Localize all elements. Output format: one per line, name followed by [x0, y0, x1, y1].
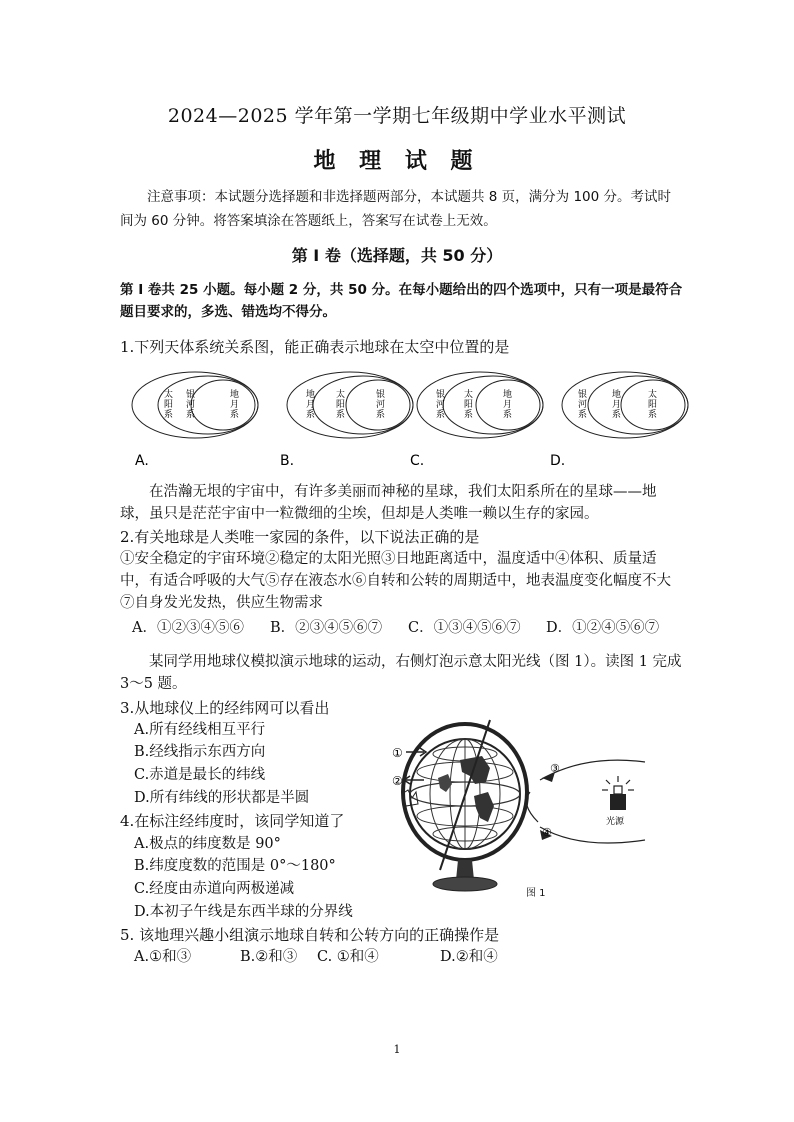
svg-text:河: 河 — [436, 400, 446, 410]
page-number: 1 — [393, 1043, 401, 1056]
svg-text:系: 系 — [648, 410, 658, 420]
question-4-stem: 4.在标注经纬度时，该同学知道了 — [120, 812, 345, 830]
svg-text:系: 系 — [306, 410, 316, 420]
svg-text:月: 月 — [230, 400, 240, 410]
passage-globe: 某同学用地球仪模拟演示地球的运动，右侧灯泡示意太阳光线（图 1）。读图 1 完成 3～5 题。 — [120, 654, 682, 692]
svg-text:系: 系 — [503, 410, 513, 420]
marker-1: ① — [392, 746, 403, 760]
q3-option-a[interactable]: A.所有经线相互平行 — [134, 722, 266, 738]
svg-text:银: 银 — [436, 390, 446, 400]
diagram-a-outer-label: 太 — [164, 390, 174, 400]
svg-text:系: 系 — [464, 410, 474, 420]
q2-option-a[interactable]: A．①②③④⑤⑥ — [132, 620, 244, 636]
light-source-label: 光源 — [606, 817, 625, 827]
marker-2: ② — [392, 774, 403, 788]
svg-text:系: 系 — [612, 410, 622, 420]
q4-option-d[interactable]: D.本初子午线是东西半球的分界线 — [134, 904, 353, 920]
light-source-icon — [602, 776, 634, 810]
svg-text:系: 系 — [436, 410, 446, 420]
question-1-diagrams — [120, 365, 700, 475]
svg-text:太: 太 — [464, 390, 474, 400]
q3-option-b[interactable]: B.经线指示东西方向 — [134, 744, 266, 760]
svg-text:阳: 阳 — [336, 400, 346, 410]
diagram-d — [550, 372, 688, 469]
passage-earth: 在浩瀚无垠的宇宙中，有许多美丽而神秘的星球，我们太阳系所在的星球——地球，虽只是茫茫宇宙中一粒微细的尘埃，但却是人类唯一赖以生存的家园。 — [120, 484, 657, 522]
section-title: 第 I 卷（选择题，共 50 分） — [291, 246, 503, 265]
svg-text:系: 系 — [376, 410, 386, 420]
svg-text:河: 河 — [186, 400, 196, 410]
globe-figure — [390, 712, 650, 902]
svg-text:月: 月 — [612, 400, 622, 410]
svg-text:太: 太 — [336, 390, 346, 400]
marker-4: ④ — [542, 826, 552, 839]
figure-1-caption: 图 1 — [526, 888, 546, 899]
exam-notice: 注意事项：本试题分选择题和非选择题两部分，本试题共 8 页，满分为 100 分。考试时间为 60 分钟。将答案填涂在答题纸上，答案写在试卷上无效。 — [120, 189, 672, 229]
diagram-a-middle-label: 银 — [186, 390, 196, 400]
q4-option-c[interactable]: C.经度由赤道向两极递减 — [134, 881, 295, 897]
svg-text:地: 地 — [503, 390, 513, 400]
question-5-stem: 5. 该地理兴趣小组演示地球自转和公转方向的正确操作是 — [120, 926, 500, 944]
question-1-stem: 1.下列天体系统关系图，能正确表示地球在太空中位置的是 — [120, 338, 510, 356]
svg-text:阳: 阳 — [648, 400, 658, 410]
q2-option-c[interactable]: C．①③④⑤⑥⑦ — [408, 620, 521, 636]
exam-title: 2024—2025 学年第一学期七年级期中学业水平测试 — [167, 105, 627, 127]
celestial-system-diagrams — [120, 365, 700, 475]
svg-text:系: 系 — [164, 410, 174, 420]
marker-3: ③ — [550, 762, 560, 775]
diagram-c — [410, 372, 543, 469]
q4-option-a[interactable]: A.极点的纬度数是 90° — [134, 836, 281, 852]
svg-text:系: 系 — [186, 410, 196, 420]
question-2-options — [132, 617, 692, 639]
svg-text:太: 太 — [648, 390, 658, 400]
svg-text:银: 银 — [376, 390, 386, 400]
diagram-a-inner-label: 地 — [230, 390, 240, 400]
svg-text:阳: 阳 — [164, 400, 174, 410]
option-d-letter: D. — [550, 453, 566, 469]
q5-option-d[interactable]: D.②和④ — [440, 949, 498, 965]
diagram-b — [280, 372, 413, 469]
option-b-letter: B. — [280, 453, 295, 469]
q3-option-d[interactable]: D.所有纬线的形状都是半圆 — [134, 790, 310, 806]
svg-text:河: 河 — [578, 400, 588, 410]
q4-option-b[interactable]: B.纬度度数的范围是 0°～180° — [134, 858, 336, 874]
svg-text:银: 银 — [578, 390, 588, 400]
option-c-letter: C. — [410, 453, 425, 469]
q2-option-b[interactable]: B．②③④⑤⑥⑦ — [270, 620, 383, 636]
svg-text:系: 系 — [230, 410, 240, 420]
question-3-stem: 3.从地球仪上的经纬网可以看出 — [120, 699, 330, 717]
svg-text:河: 河 — [376, 400, 386, 410]
svg-text:地: 地 — [306, 390, 316, 400]
svg-text:地: 地 — [612, 390, 622, 400]
svg-text:月: 月 — [306, 400, 316, 410]
option-a-letter: A. — [135, 453, 149, 469]
svg-text:系: 系 — [578, 410, 588, 420]
diagram-a — [132, 372, 258, 469]
subject-title: 地 理 试 题 — [313, 149, 481, 174]
svg-text:阳: 阳 — [464, 400, 474, 410]
section-description: 第 I 卷共 25 小题。每小题 2 分，共 50 分。在每小题给出的四个选项中，只有一项是最符合题目要求的，多选、错选均不得分。 — [120, 282, 683, 320]
q2-option-d[interactable]: D．①②④⑤⑥⑦ — [546, 620, 660, 636]
q5-option-a[interactable]: A.①和③ — [134, 949, 192, 965]
q5-option-b[interactable]: B.②和③ — [240, 949, 298, 965]
question-2-conditions: ①安全稳定的宇宙环境②稳定的太阳光照③日地距离适中，温度适中④体积、质量适中，有适合呼吸的大气⑤存在液态水⑥自转和公转的周期适中，地表温度变化幅度不大⑦自身发光发热，供应生物需求 — [120, 551, 671, 611]
figure-1 — [390, 712, 650, 902]
question-2-stem: 2.有关地球是人类唯一家园的条件，以下说法正确的是 — [120, 528, 480, 546]
svg-text:系: 系 — [336, 410, 346, 420]
q3-option-c[interactable]: C.赤道是最长的纬线 — [134, 767, 266, 783]
q5-option-c[interactable]: C. ①和④ — [317, 949, 379, 965]
svg-text:月: 月 — [503, 400, 513, 410]
